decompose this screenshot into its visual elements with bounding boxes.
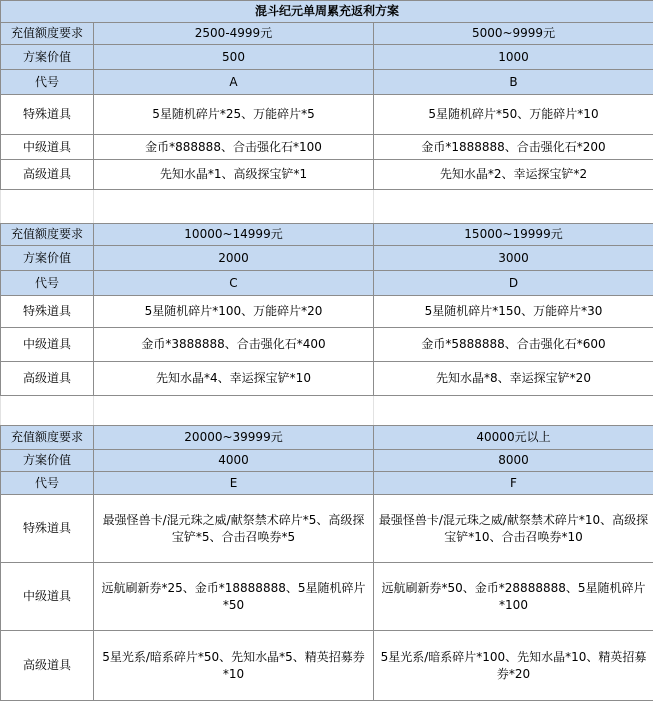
blank-cell[interactable] — [94, 190, 374, 224]
tier-b-amount[interactable]: 5000~9999元 — [374, 23, 653, 45]
tier-f-high[interactable]: 5星光系/暗系碎片*100、先知水晶*10、精英招募券*20 — [374, 631, 653, 701]
value-label[interactable]: 方案价值 — [1, 450, 94, 472]
blank-cell[interactable] — [1, 190, 94, 224]
mid-label[interactable]: 中级道具 — [1, 563, 94, 631]
tier-f-special[interactable]: 最强怪兽卡/混元珠之威/献祭禁术碎片*10、高级探宝铲*10、合击召唤券*10 — [374, 495, 653, 563]
amount-label[interactable]: 充值额度要求 — [1, 426, 94, 450]
amount-label[interactable]: 充值额度要求 — [1, 23, 94, 45]
tier-d-amount[interactable]: 15000~19999元 — [374, 224, 653, 246]
tier-b-code[interactable]: B — [374, 70, 653, 95]
tier-f-value[interactable]: 8000 — [374, 450, 653, 472]
tier-f-code[interactable]: F — [374, 472, 653, 495]
special-label[interactable]: 特殊道具 — [1, 296, 94, 328]
blank-cell[interactable] — [374, 396, 653, 426]
tier-c-mid[interactable]: 金币*3888888、合击强化石*400 — [94, 328, 374, 362]
tier-c-value[interactable]: 2000 — [94, 246, 374, 271]
value-label[interactable]: 方案价值 — [1, 45, 94, 70]
tier-a-special[interactable]: 5星随机碎片*25、万能碎片*5 — [94, 95, 374, 135]
tier-e-high[interactable]: 5星光系/暗系碎片*50、先知水晶*5、精英招募券*10 — [94, 631, 374, 701]
high-label[interactable]: 高级道具 — [1, 631, 94, 701]
tier-a-high[interactable]: 先知水晶*1、高级探宝铲*1 — [94, 160, 374, 190]
tier-d-high[interactable]: 先知水晶*8、幸运探宝铲*20 — [374, 362, 653, 396]
tier-d-code[interactable]: D — [374, 271, 653, 296]
value-label[interactable]: 方案价值 — [1, 246, 94, 271]
tier-c-high[interactable]: 先知水晶*4、幸运探宝铲*10 — [94, 362, 374, 396]
tier-f-mid[interactable]: 远航刷新券*50、金币*28888888、5星随机碎片*100 — [374, 563, 653, 631]
tier-a-value[interactable]: 500 — [94, 45, 374, 70]
tier-a-amount[interactable]: 2500-4999元 — [94, 23, 374, 45]
tier-e-value[interactable]: 4000 — [94, 450, 374, 472]
tier-b-high[interactable]: 先知水晶*2、幸运探宝铲*2 — [374, 160, 653, 190]
tier-a-mid[interactable]: 金币*888888、合击强化石*100 — [94, 135, 374, 160]
blank-cell[interactable] — [94, 396, 374, 426]
high-label[interactable]: 高级道具 — [1, 160, 94, 190]
tier-d-value[interactable]: 3000 — [374, 246, 653, 271]
tier-c-amount[interactable]: 10000~14999元 — [94, 224, 374, 246]
tier-e-mid[interactable]: 远航刷新券*25、金币*18888888、5星随机碎片*50 — [94, 563, 374, 631]
tier-b-value[interactable]: 1000 — [374, 45, 653, 70]
tier-e-amount[interactable]: 20000~39999元 — [94, 426, 374, 450]
mid-label[interactable]: 中级道具 — [1, 328, 94, 362]
special-label[interactable]: 特殊道具 — [1, 495, 94, 563]
tier-d-mid[interactable]: 金币*5888888、合击强化石*600 — [374, 328, 653, 362]
tier-c-code[interactable]: C — [94, 271, 374, 296]
tier-e-code[interactable]: E — [94, 472, 374, 495]
tier-c-special[interactable]: 5星随机碎片*100、万能碎片*20 — [94, 296, 374, 328]
mid-label[interactable]: 中级道具 — [1, 135, 94, 160]
blank-cell[interactable] — [1, 396, 94, 426]
tier-b-special[interactable]: 5星随机碎片*50、万能碎片*10 — [374, 95, 653, 135]
tier-d-special[interactable]: 5星随机碎片*150、万能碎片*30 — [374, 296, 653, 328]
tier-e-special[interactable]: 最强怪兽卡/混元珠之威/献祭禁术碎片*5、高级探宝铲*5、合击召唤券*5 — [94, 495, 374, 563]
code-label[interactable]: 代号 — [1, 271, 94, 296]
sheet-title[interactable]: 混斗纪元单周累充返利方案 — [1, 1, 653, 23]
high-label[interactable]: 高级道具 — [1, 362, 94, 396]
special-label[interactable]: 特殊道具 — [1, 95, 94, 135]
amount-label[interactable]: 充值额度要求 — [1, 224, 94, 246]
code-label[interactable]: 代号 — [1, 472, 94, 495]
code-label[interactable]: 代号 — [1, 70, 94, 95]
tier-b-mid[interactable]: 金币*1888888、合击强化石*200 — [374, 135, 653, 160]
tier-f-amount[interactable]: 40000元以上 — [374, 426, 653, 450]
tier-a-code[interactable]: A — [94, 70, 374, 95]
blank-cell[interactable] — [374, 190, 653, 224]
